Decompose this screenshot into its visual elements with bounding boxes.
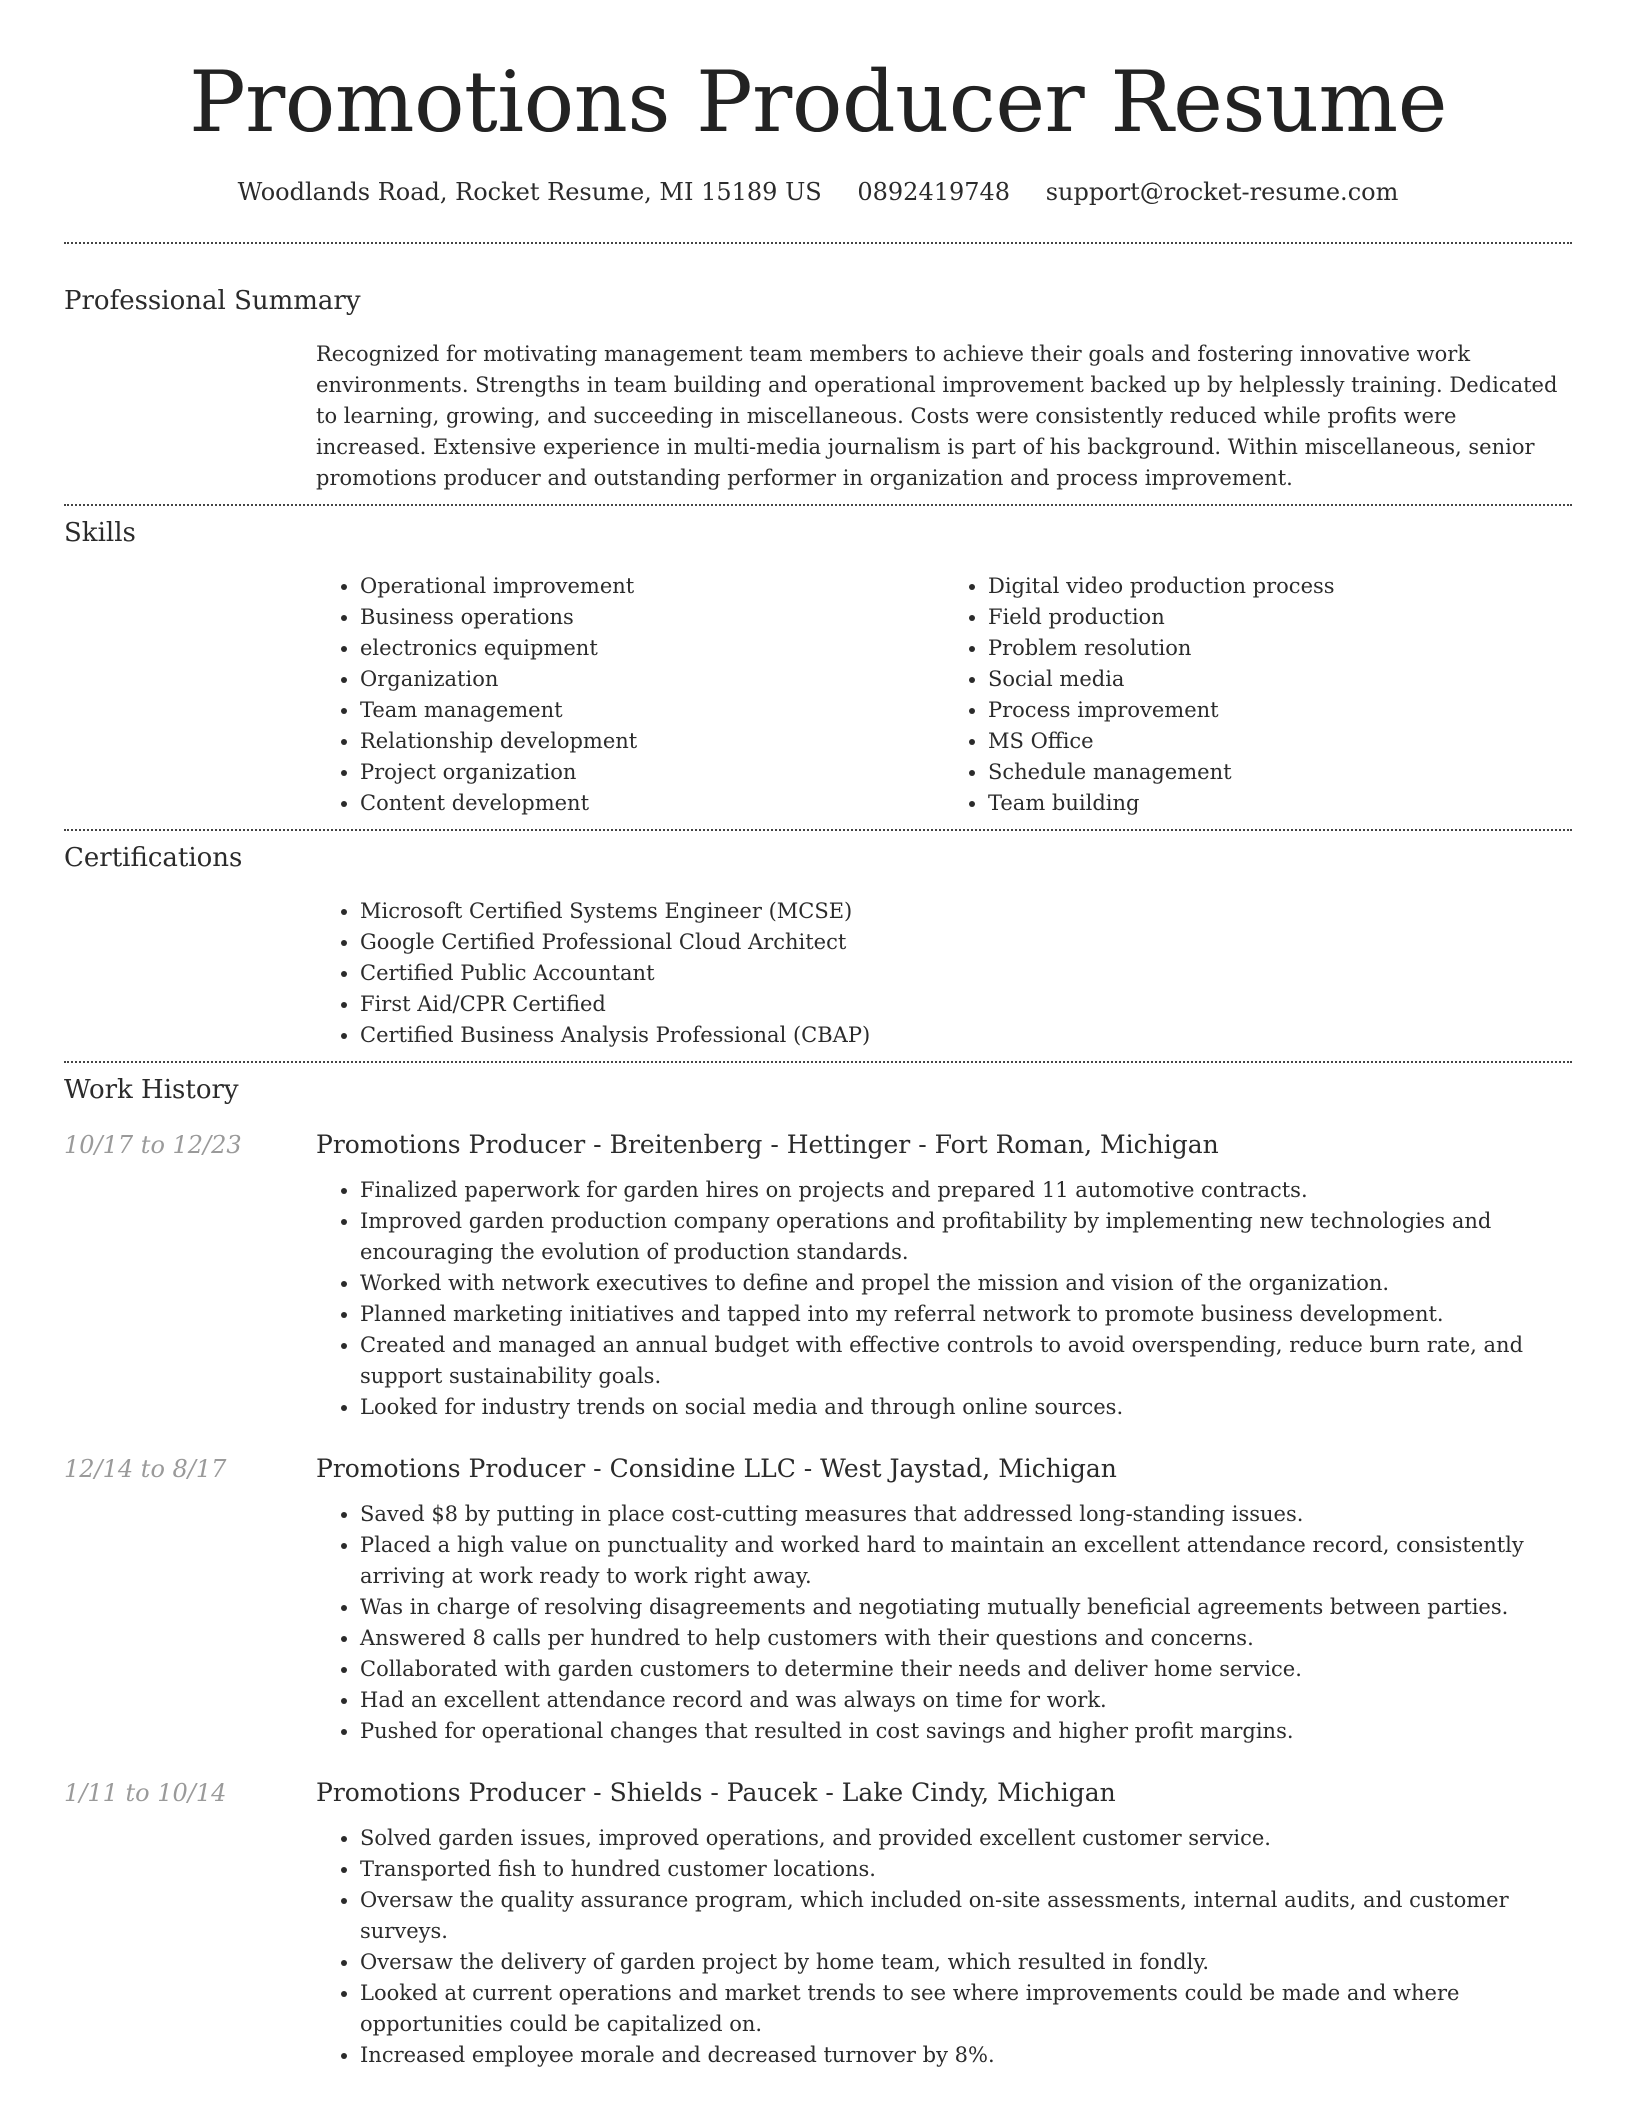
list-item: • Oversaw the delivery of garden project by home team, which resulted in fondly.	[360, 1947, 1572, 1978]
list-item: • Digital video production process	[988, 571, 1572, 602]
page-title: Promotions Producer Resume	[189, 53, 1447, 151]
certifications-list	[316, 896, 1572, 1051]
list-item: • Increased employee morale and decreased turnover by 8%.	[360, 2040, 1572, 2071]
list-item: • Looked at current operations and market trends to see where improvements could be made and where opportunities could be capitalized on.	[360, 1978, 1572, 2040]
job-date: 12/14 to 8/17	[64, 1455, 227, 1483]
job-bullets	[316, 1499, 1572, 1747]
skills-list-right	[944, 571, 1572, 819]
list-item: • Organization	[360, 664, 944, 695]
list-item: • Problem resolution	[988, 633, 1572, 664]
certifications-section	[64, 841, 1572, 1051]
job-title: Promotions Producer - Breitenberg - Hettinger - Fort Roman, Michigan	[316, 1130, 1219, 1159]
list-item: • First Aid/CPR Certified	[360, 989, 1572, 1020]
list-item: • Transported fish to hundred customer locations.	[360, 1854, 1572, 1885]
skills-list-left	[316, 571, 944, 819]
list-item: • MS Office	[988, 726, 1572, 757]
job-bullet-list	[316, 1175, 1572, 1423]
list-item: • electronics equipment	[360, 633, 944, 664]
list-item: • Planned marketing initiatives and tapped into my referral network to promote business development.	[360, 1299, 1572, 1330]
skills-section	[64, 516, 1572, 819]
list-item: • Placed a high value on punctuality and worked hard to maintain an excellent attendance record, consistently arriving at work ready to work right away.	[360, 1530, 1572, 1592]
job-bullet-list	[316, 1499, 1572, 1747]
list-item: • Oversaw the quality assurance program, which included on-site assessments, internal audits, and customer surveys.	[360, 1885, 1572, 1947]
list-item: • Certified Business Analysis Professional (CBAP)	[360, 1020, 1572, 1051]
list-item: • Schedule management	[988, 757, 1572, 788]
list-item: • Solved garden issues, improved operations, and provided excellent customer service.	[360, 1823, 1572, 1854]
list-item: • Relationship development	[360, 726, 944, 757]
certifications-heading: Certifications	[64, 843, 243, 873]
list-item: • Looked for industry trends on social media and through online sources.	[360, 1392, 1572, 1423]
job-date: 10/17 to 12/23	[64, 1131, 242, 1159]
job-bullets	[316, 1823, 1572, 2071]
list-item: • Collaborated with garden customers to determine their needs and deliver home service.	[360, 1654, 1572, 1685]
work-history-list	[64, 1128, 1572, 2071]
certifications-divider	[64, 1061, 1572, 1063]
list-item: • Field production	[988, 602, 1572, 633]
list-item: • Finalized paperwork for garden hires on projects and prepared 11 automotive contracts.	[360, 1175, 1572, 1206]
job-date: 1/11 to 10/14	[64, 1779, 227, 1807]
list-item: • Team management	[360, 695, 944, 726]
list-item: • Microsoft Certified Systems Engineer (MCSE)	[360, 896, 1572, 927]
work-section	[64, 1073, 1572, 2071]
list-item: • Was in charge of resolving disagreements and negotiating mutually beneficial agreements between parties.	[360, 1592, 1572, 1623]
list-item: • Process improvement	[988, 695, 1572, 726]
job-entry	[64, 1776, 1572, 2071]
list-item: • Google Certified Professional Cloud Architect	[360, 927, 1572, 958]
work-heading: Work History	[64, 1075, 239, 1105]
list-item: • Content development	[360, 788, 944, 819]
job-bullets	[316, 1175, 1572, 1423]
list-item: • Business operations	[360, 602, 944, 633]
summary-heading: Professional Summary	[64, 286, 361, 316]
resume-page	[64, 0, 1572, 2071]
summary-section	[64, 284, 1572, 494]
list-item: • Answered 8 calls per hundred to help customers with their questions and concerns.	[360, 1623, 1572, 1654]
list-item: • Had an excellent attendance record and was always on time for work.	[360, 1685, 1572, 1716]
contact-line	[64, 176, 1572, 208]
job-entry	[64, 1128, 1572, 1423]
header-divider	[64, 242, 1572, 244]
job-title: Promotions Producer - Considine LLC - West Jaystad, Michigan	[316, 1454, 1117, 1483]
skills-grid	[316, 571, 1572, 819]
list-item: • Certified Public Accountant	[360, 958, 1572, 989]
list-item: • Social media	[988, 664, 1572, 695]
list-item: • Saved $8 by putting in place cost-cutting measures that addressed long-standing issues.	[360, 1499, 1572, 1530]
contact-address: Woodlands Road, Rocket Resume, MI 15189 US	[237, 178, 822, 206]
list-item: • Operational improvement	[360, 571, 944, 602]
contact-phone: 0892419748	[857, 178, 1011, 206]
list-item: • Project organization	[360, 757, 944, 788]
list-item: • Pushed for operational changes that resulted in cost savings and higher profit margins.	[360, 1716, 1572, 1747]
list-item: • Worked with network executives to define and propel the mission and vision of the organization.	[360, 1268, 1572, 1299]
certifications-content	[316, 896, 1572, 1051]
job-bullet-list	[316, 1823, 1572, 2071]
list-item: • Team building	[988, 788, 1572, 819]
summary-text: Recognized for motivating management team members to achieve their goals and fostering innovative work environments. Strengths in team building and operational improvement backed up by helplessly training. Dedicated to learning, growing, and succeeding in miscellaneous. Costs were consistently reduced while profits were increased. Extensive experience in multi-media journalism is part of his background. Within miscellaneous, senior promotions producer and outstanding performer in organization and process improvement.	[316, 342, 1558, 490]
job-title: Promotions Producer - Shields - Paucek - Lake Cindy, Michigan	[316, 1778, 1116, 1807]
contact-email: support@rocket-resume.com	[1045, 178, 1399, 206]
job-entry	[64, 1452, 1572, 1747]
skills-heading: Skills	[64, 518, 136, 548]
skills-divider	[64, 829, 1572, 831]
summary-divider	[64, 504, 1572, 506]
list-item: • Created and managed an annual budget with effective controls to avoid overspending, reduce burn rate, and support sustainability goals.	[360, 1330, 1572, 1392]
list-item: • Improved garden production company operations and profitability by implementing new technologies and encouraging the evolution of production standards.	[360, 1206, 1572, 1268]
